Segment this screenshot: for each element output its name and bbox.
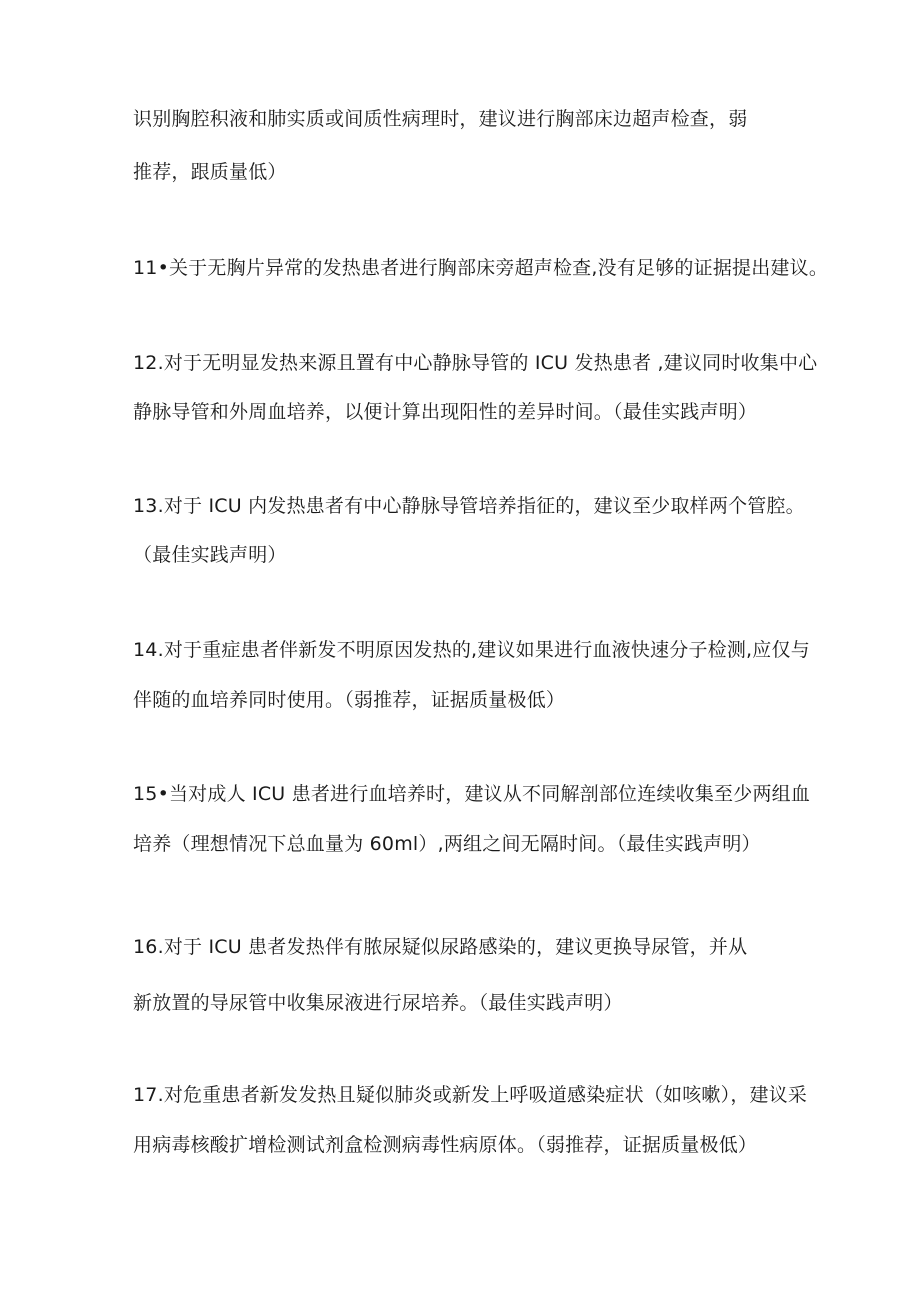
recommendation-14: 14.对于重症患者伴新发不明原因发热的,建议如果进行血液快速分子检测,应仅与 xyxy=(133,639,810,661)
recommendation-15: 15•当对成人 ICU 患者进行血培养时，建议从不同解剖部位连续收集至少两组血 xyxy=(133,783,811,805)
recommendation-12: 12.对于无明显发热来源且置有中心静脉导管的 ICU 发热患者 ,建议同时收集中心 xyxy=(133,352,818,374)
text-line: 静脉导管和外周血培养，以便计算出现阳性的差异时间。（最佳实践声明） xyxy=(133,401,758,423)
text-line: 用病毒核酸扩增检测试剂盒检测病毒性病原体。（弱推荐，证据质量极低） xyxy=(133,1134,758,1156)
recommendation-11: 11•关于无胸片异常的发热患者进行胸部床旁超声检查,没有足够的证据提出建议。 xyxy=(133,257,829,279)
recommendation-16: 16.对于 ICU 患者发热伴有脓尿疑似尿路感染的，建议更换导尿管，并从 xyxy=(133,936,748,958)
text-line: 培养（理想情况下总血量为 60ml）,两组之间无隔时间。（最佳实践声明） xyxy=(133,833,761,855)
text-line: 伴随的血培养同时使用。（弱推荐，证据质量极低） xyxy=(133,689,566,711)
text-line: 识别胸腔积液和肺实质或间质性病理时，建议进行胸部床边超声检查，弱 xyxy=(133,108,748,130)
recommendation-13: 13.对于 ICU 内发热患者有中心静脉导管培养指征的，建议至少取样两个管腔。 xyxy=(133,495,805,517)
text-line: （最佳实践声明） xyxy=(133,544,287,566)
text-line: 推荐，跟质量低） xyxy=(133,161,287,183)
text-line: 新放置的导尿管中收集尿液进行尿培养。（最佳实践声明） xyxy=(133,992,623,1014)
recommendation-17: 17.对危重患者新发发热且疑似肺炎或新发上呼吸道感染症状（如咳嗽），建议采 xyxy=(133,1084,808,1106)
